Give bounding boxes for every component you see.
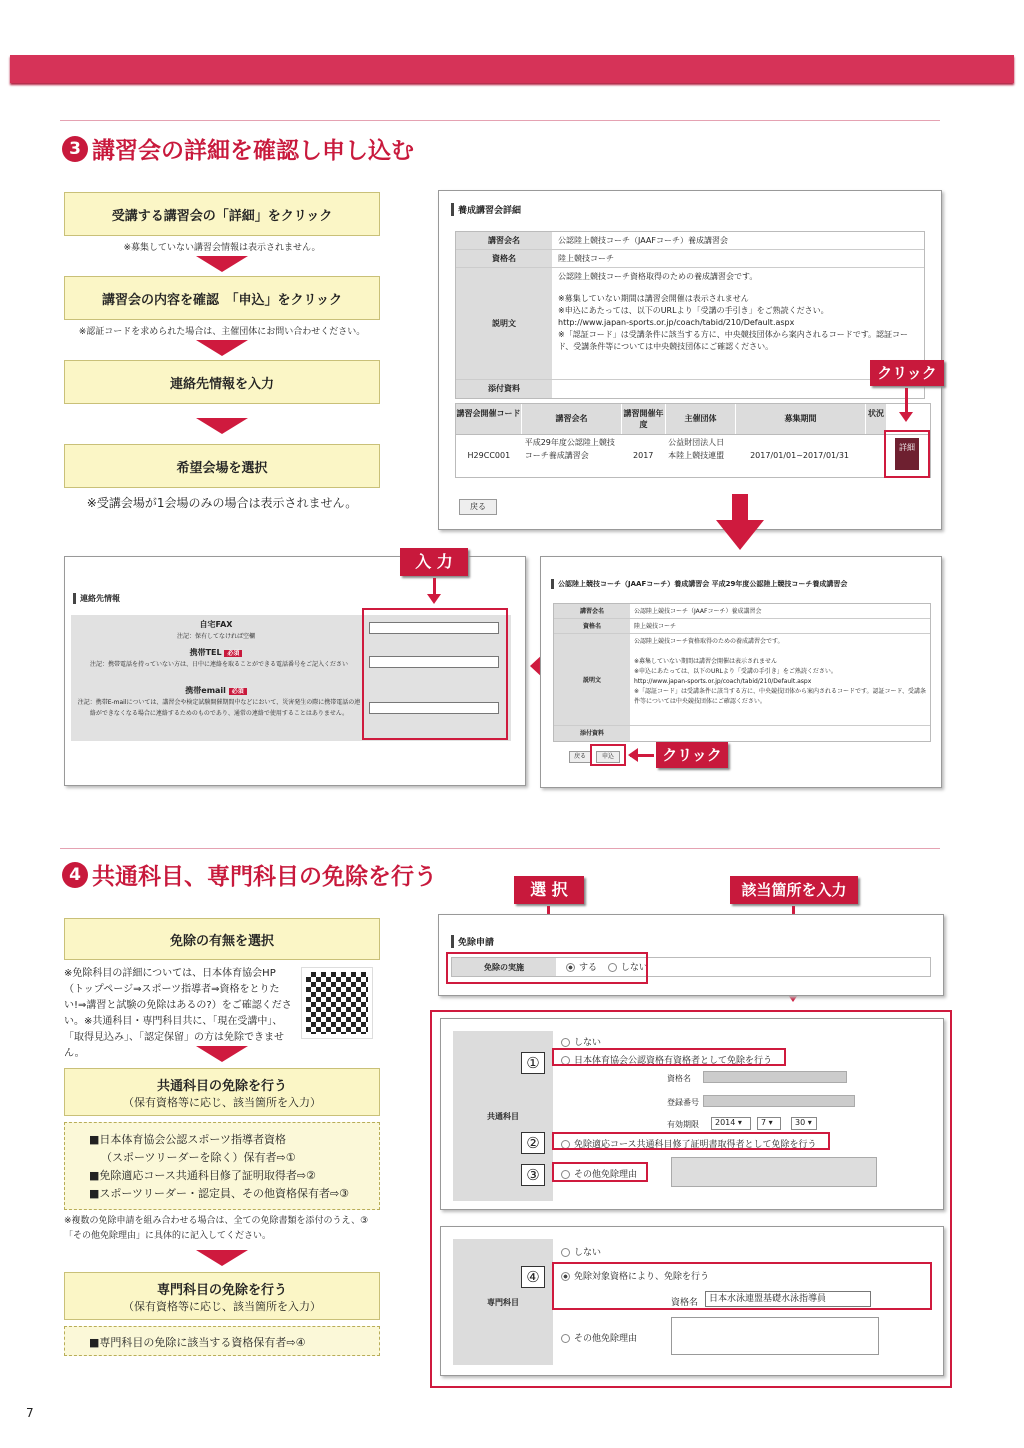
step-select-exemption: 免除の有無を選択	[64, 918, 380, 960]
chevron-down-icon: ▾	[737, 1118, 742, 1127]
description-text	[552, 268, 922, 379]
option-none	[561, 1245, 601, 1258]
note-fax: 注記：保有してなければ空欄	[176, 633, 255, 640]
header-bar	[10, 55, 1014, 83]
step-click-detail: 受講する講習会の「詳細」をクリック	[64, 192, 380, 236]
desc-line: ※「認証コード」は受講条件に該当する方に、中央競技団体から案内されるコードです。認証コード、受講条件等については中央競技団体にご確認ください。	[558, 330, 909, 351]
desc-line: ※申込にあたっては、以下のURLより「受講の手引き」をご熟読ください。	[558, 306, 829, 315]
course-detail-screenshot	[438, 190, 942, 530]
th-period: 募集期間	[736, 404, 866, 434]
step-title: 専門科目の免除を行う	[156, 1282, 287, 1298]
desc-line: ※募集していない期間は講習会開催は表示されません	[558, 294, 749, 303]
common-exemption-list	[64, 1122, 380, 1210]
td-year: 2017	[633, 451, 654, 460]
tel-label-text: 携帯TEL	[189, 648, 222, 657]
qual-name-input[interactable]: 日本水泳連盟基礎水泳指導員	[705, 1291, 871, 1307]
day-value: 30	[795, 1118, 806, 1127]
label-common: 共通科目	[453, 1031, 553, 1201]
panel-title: 連絡先情報	[73, 593, 120, 604]
step-title: 共通科目の免除を行う	[156, 1078, 287, 1094]
option-none	[561, 1035, 601, 1048]
section-4-heading	[62, 858, 437, 891]
label-attachment: 添付資料	[456, 380, 552, 398]
panel-title: 公認陸上競技コーチ（JAAFコーチ）養成講習会 平成29年度公認陸上競技コーチ養成講習会	[551, 579, 935, 589]
step-select-venue: 希望会場を選択	[64, 444, 380, 488]
detail-table	[553, 603, 931, 742]
section-title: 共通科目、専門科目の免除を行う	[92, 864, 437, 890]
desc-url: http://www.japan-sports.or.jp/coach/tabid/210/Default.aspx	[634, 678, 812, 685]
panel-title: 免除申請	[451, 935, 494, 948]
step-subtitle: （保有資格等に応じ、該当箇所を入力）	[123, 1299, 321, 1313]
email-input[interactable]	[369, 702, 499, 714]
radio-none[interactable]	[561, 1248, 570, 1257]
select-tag: 選 択	[514, 876, 584, 904]
qual-name-input[interactable]	[703, 1071, 847, 1083]
reg-no-input[interactable]	[703, 1095, 855, 1107]
required-badge: 必須	[224, 650, 242, 657]
th-status: 状況	[866, 404, 886, 434]
option-other	[561, 1331, 637, 1344]
label-description: 説明文	[554, 634, 630, 725]
fax-input[interactable]	[369, 622, 499, 634]
label-reg-no: 登録番号	[667, 1098, 699, 1107]
apply-highlight	[590, 744, 626, 766]
th-organizer: 主催団体	[666, 404, 736, 434]
option-4-highlight	[552, 1262, 932, 1310]
section-3-heading	[62, 132, 414, 165]
other-reason-textarea[interactable]	[671, 1317, 879, 1355]
radio-no-label: しない	[620, 963, 648, 973]
page-number: 7	[26, 1406, 34, 1420]
desc-spacer	[634, 647, 926, 657]
step-confirm-apply: 講習会の内容を確認 「申込」をクリック	[64, 276, 380, 320]
option-2-label: 免除適応コース共通科目修了証明書取得者として免除を行う	[574, 1140, 817, 1150]
label-fax: 自宅FAX	[199, 620, 233, 629]
th-name: 講習会名	[522, 404, 622, 434]
desc-spacer	[558, 283, 916, 293]
radio-none[interactable]	[561, 1038, 570, 1047]
option-none-label: しない	[574, 1248, 602, 1258]
qr-code-icon	[302, 968, 372, 1038]
desc-line: ※募集していない期間は講習会開催は表示されません	[634, 658, 778, 665]
option-2-highlight	[552, 1132, 830, 1150]
option-none-label: しない	[574, 1038, 602, 1048]
th-year: 講習開催年度	[622, 404, 666, 434]
step-subtitle: （保有資格等に応じ、該当箇所を入力）	[123, 1095, 321, 1109]
note-email: 注記：携帯E-mailについては、講習会や検定試験開催期間中などにおいて、災害発生の際に携帯電話の連絡ができなくなる場合に連絡するためのものであり、通常の連絡で使用することはありません。	[77, 699, 361, 717]
th-code: 講習会開催コード	[456, 404, 522, 434]
month-select[interactable]	[757, 1117, 781, 1130]
required-badge: 必須	[229, 688, 247, 695]
description-text	[630, 634, 930, 725]
list-item: （スポーツリーダーを除く）保有者⇨①	[101, 1151, 296, 1164]
step-special-exemption	[64, 1272, 380, 1320]
step-common-exemption	[64, 1068, 380, 1116]
detail-button[interactable]: 詳細	[895, 438, 919, 470]
month-value: 7	[761, 1118, 767, 1127]
label-qualification: 資格名	[554, 619, 630, 633]
step-contact-info: 連絡先情報を入力	[64, 360, 380, 404]
label-description: 説明文	[456, 268, 552, 379]
label-qual-name: 資格名	[671, 1298, 699, 1308]
arrow-left-icon	[628, 748, 638, 762]
label-expiry: 有効期限	[667, 1120, 699, 1129]
label-course-name: 講習会名	[456, 232, 552, 249]
option-3-label: その他免除理由	[574, 1170, 638, 1180]
value-qualification: 陸上競技コーチ	[558, 254, 614, 263]
td-code: H29CC001	[467, 451, 511, 460]
down-arrow-icon	[196, 256, 248, 272]
desc-line: 公認陸上競技コーチ資格取得のための養成講習会です。	[558, 272, 758, 281]
apply-button[interactable]: 申込	[596, 751, 620, 763]
td-name: 平成29年度公認陸上競技コーチ養成講習会	[524, 438, 615, 460]
chevron-down-icon: ▾	[768, 1118, 773, 1127]
big-down-arrow-icon	[716, 520, 764, 550]
radio-yes-label: する	[579, 963, 598, 973]
combination-note: ※複数の免除申請を組み合わせる場合は、全ての免除書類を添付のうえ、③「その他免除理由」に具体的に記入してください。	[64, 1216, 369, 1241]
big-arrow-stem	[732, 494, 748, 520]
down-arrow-icon	[196, 1250, 248, 1266]
value-course-name: 公認陸上競技コーチ（JAAFコーチ）養成講習会	[558, 236, 728, 245]
option-1-highlight	[552, 1048, 786, 1066]
section-number: 3	[62, 136, 88, 162]
label-qualification: 資格名	[456, 250, 552, 267]
course-table	[455, 403, 931, 435]
click-tag: クリック	[870, 360, 944, 386]
radio-other[interactable]	[561, 1334, 570, 1343]
email-label-text: 携帯email	[185, 686, 226, 695]
back-button[interactable]: 戻る	[459, 499, 497, 515]
step-note: ※募集していない講習会情報は表示されません。	[123, 243, 321, 253]
back-button[interactable]: 戻る	[569, 751, 591, 763]
list-item: ■免除適応コース共通科目修了証明取得者⇨②	[89, 1169, 316, 1182]
down-arrow-icon	[196, 340, 248, 356]
tel-input[interactable]	[369, 656, 499, 668]
input-tag: 入 力	[400, 548, 468, 576]
day-select[interactable]	[791, 1117, 817, 1130]
value-course-name: 公認陸上競技コーチ（JAAFコーチ）養成講習会	[634, 608, 762, 615]
arrow-stem	[905, 388, 908, 414]
section-number: 4	[62, 862, 88, 888]
year-value: 2014	[715, 1118, 736, 1127]
other-reason-textarea[interactable]	[671, 1157, 877, 1187]
desc-line: 公認陸上競技コーチ資格取得のための養成講習会です。	[634, 638, 784, 645]
click-tag: クリック	[656, 742, 728, 768]
step-note: ※受講会場が1会場のみの場合は表示されません。	[86, 496, 358, 510]
label-exemption: 免除の実施	[452, 958, 556, 976]
detail-table	[455, 231, 925, 399]
note-tel: 注記：携帯電話を持っていない方は、日中に連絡を取ることができる電話番号をご記入ください	[89, 661, 348, 668]
marker-1: ①	[521, 1052, 545, 1074]
td-period: 2017/01/01~2017/01/31	[750, 451, 850, 460]
input-area-tag: 該当箇所を入力	[730, 876, 858, 904]
marker-4: ④	[521, 1266, 545, 1288]
chevron-down-icon: ▾	[807, 1118, 812, 1127]
label-tel	[71, 647, 361, 658]
step-note: ※認証コードを求められた場合は、主催団体にお問い合わせください。	[78, 327, 366, 337]
label-attachment: 添付資料	[554, 726, 630, 741]
select-highlight	[446, 952, 648, 984]
desc-line: ※申込にあたっては、以下のURLより「受講の手引き」をご熟読ください。	[634, 668, 837, 675]
exemption-note: ※免除科目の詳細については、日本体育協会HP（トップページ⇒スポーツ指導者⇒資格をとりたい!⇒講習と試験の免除はあるの?）をご確認ください。※共通科目・専門科目共に、「現在受講中」、「取得見込み」、「認定保留」の方は免除できません。	[64, 968, 292, 1059]
option-other-label: その他免除理由	[574, 1334, 638, 1344]
label-special: 専門科目	[453, 1239, 553, 1365]
label-course-name: 講習会名	[554, 604, 630, 618]
option-1-label: 日本体育協会公認資格有資格者として免除を行う	[574, 1056, 773, 1066]
special-exemption-list: ■専門科目の免除に該当する資格保有者⇨④	[64, 1326, 380, 1356]
section-divider	[60, 120, 940, 121]
td-organizer: 公益財団法人日本陸上競技連盟	[668, 438, 725, 460]
arrow-down-icon	[427, 594, 441, 604]
down-arrow-icon	[196, 1046, 248, 1062]
value-qualification: 陸上競技コーチ	[634, 623, 677, 630]
list-item: ■日本体育協会公認スポーツ指導者資格	[89, 1133, 286, 1146]
option-4-label: 免除対象資格により、免除を行う	[574, 1272, 710, 1282]
marker-3: ③	[521, 1164, 545, 1186]
section-divider	[60, 848, 940, 849]
common-subjects-screenshot	[440, 1018, 944, 1210]
label-qual-name: 資格名	[667, 1074, 691, 1083]
panel-title: 養成講習会詳細	[451, 203, 521, 216]
desc-line: ※「認証コード」は受講条件に該当する方に、中央競技団体から案内されるコードです。認証コード、受講条件等については中央競技団体にご確認ください。	[634, 688, 927, 705]
desc-url: http://www.japan-sports.or.jp/coach/tabid/210/Default.aspx	[558, 318, 795, 327]
arrow-down-icon	[899, 412, 913, 422]
table-row	[455, 434, 931, 478]
section-title: 講習会の詳細を確認し申し込む	[92, 138, 414, 164]
down-arrow-icon	[196, 418, 248, 434]
marker-2: ②	[521, 1132, 545, 1154]
option-3-highlight	[552, 1162, 648, 1182]
year-select[interactable]	[711, 1117, 751, 1130]
label-email	[71, 685, 361, 696]
list-item: ■スポーツリーダー・認定員、その他資格保有者⇨③	[89, 1187, 350, 1200]
